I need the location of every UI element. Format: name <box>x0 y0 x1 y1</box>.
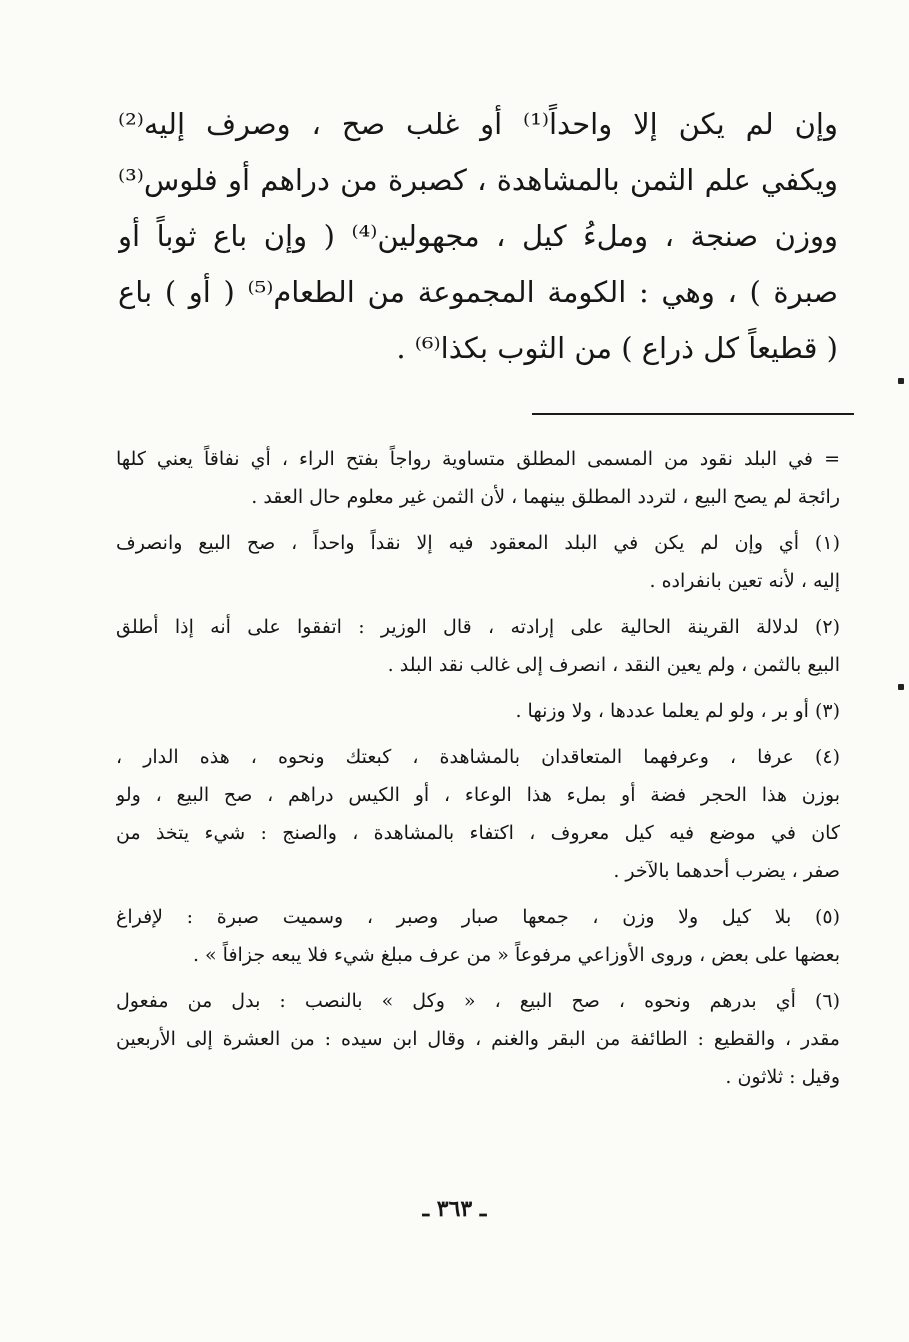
main-line: ( قطيعاً كل ذراع ) من الثوب بكذا⁽⁶⁾ . <box>396 331 838 365</box>
footnote-line: (٣) أو بر ، ولو لم يعلما عددها ، ولا وزنها . <box>515 700 840 722</box>
footnote-line: (٤) عرفا ، وعرفهما المتعاقدان بالمشاهدة ، كبعتك ونحوه ، هذه الدار ، <box>116 746 840 768</box>
footnote-line: صفر ، يضرب أحدهما بالآخر . <box>613 860 840 882</box>
footnote-2 <box>116 608 840 684</box>
footnote-5 <box>116 898 840 974</box>
footnote-1 <box>116 524 840 600</box>
footnote-6 <box>116 982 840 1096</box>
footnote-3 <box>116 692 840 730</box>
page-number: ـ ٣٦٣ ـ <box>422 1196 487 1222</box>
footnote-line: رائجة لم يصح البيع ، لتردد المطلق بينهما ، لأن الثمن غير معلوم حال العقد . <box>251 486 840 508</box>
main-line: ووزن صنجة ، وملءُ كيل ، مجهولين⁽⁴⁾ ( وإن باع ثوباً أو <box>118 219 838 253</box>
footnote-line: بوزن هذا الحجر فضة أو بملء هذا الوعاء ، أو الكيس دراهم ، صح البيع ، ولو <box>116 784 840 806</box>
main-line: وإن لم يكن إلا واحداً⁽¹⁾ أو غلب صح ، وصرف إليه⁽²⁾ <box>118 107 838 141</box>
main-line: ويكفي علم الثمن بالمشاهدة ، كصبرة من دراهم أو فلوس⁽³⁾ <box>118 163 838 197</box>
footnote-line: مقدر ، والقطيع : الطائفة من البقر والغنم ، وقال ابن سيده : من العشرة إلى الأربعين <box>116 1028 840 1050</box>
footnote-4 <box>116 738 840 890</box>
main-line: صبرة ) ، وهي : الكومة المجموعة من الطعام⁽⁵⁾ ( أو ) باع <box>118 275 838 309</box>
footnote-line: كان في موضع فيه كيل معروف ، اكتفاء بالمشاهدة ، والصنج : شيء يتخذ من <box>116 822 840 844</box>
footnote-line: إليه ، لأنه تعين بانفراده . <box>649 570 840 592</box>
footnote-line: وقيل : ثلاثون . <box>725 1066 840 1088</box>
footnote-line: (١) أي وإن لم يكن في البلد المعقود فيه إلا نقداً واحداً ، صح البيع وانصرف <box>116 532 840 554</box>
main-text <box>118 96 838 376</box>
footnote-line: (٥) بلا كيل ولا وزن ، جمعها صبار وصبر ، وسميت صبرة : لإفراغ <box>116 906 840 928</box>
footnote-line: (٦) أي بدرهم ونحوه ، صح البيع ، « وكل » بالنصب : بدل من مفعول <box>116 990 840 1012</box>
scan-speck <box>898 684 904 690</box>
footnote-line: البيع بالثمن ، ولم يعين النقد ، انصرف إلى غالب نقد البلد . <box>387 654 840 676</box>
footnote-continuation <box>116 440 840 516</box>
footnote-line: بعضها على بعض ، وروى الأوزاعي مرفوعاً « من عرف مبلغ شيء فلا يبعه جزافاً » . <box>192 944 840 966</box>
scan-speck <box>898 378 904 384</box>
footnote-separator <box>532 413 854 415</box>
footnotes <box>116 440 840 1104</box>
footnote-line: = في البلد نقود من المسمى المطلق متساوية رواجاً بفتح الراء ، أي نفاقاً يعني كلها <box>116 448 840 470</box>
footnote-line: (٢) لدلالة القرينة الحالية على إرادته ، قال الوزير : اتفقوا على أنه إذا أطلق <box>116 616 840 638</box>
